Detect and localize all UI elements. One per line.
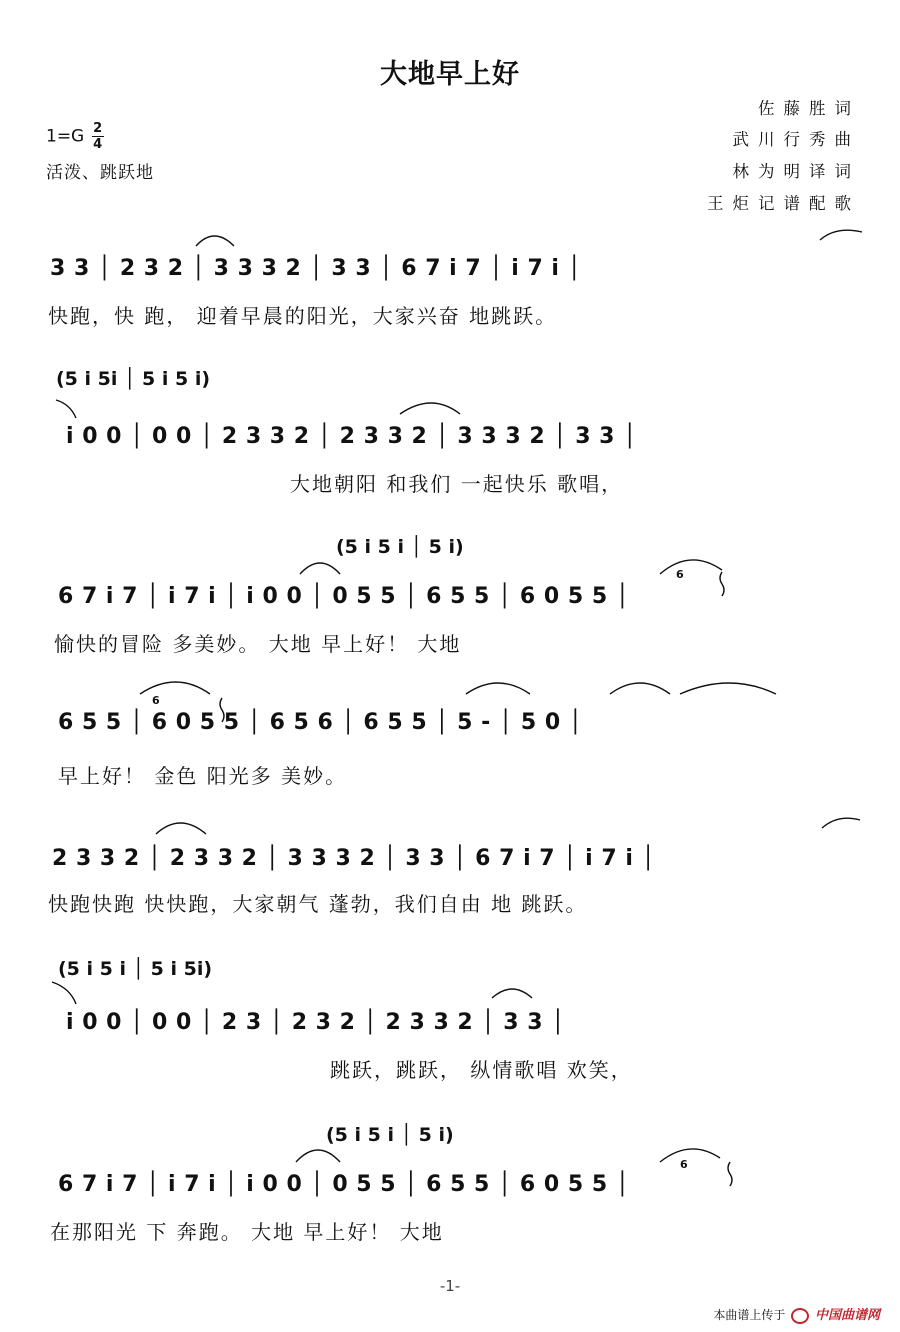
system-2-intro: (5 i 5i │ 5 i 5 i) (56, 368, 211, 390)
footer-text: 本曲谱上传于 (713, 1308, 786, 1322)
system-6-lyrics: 跳跃，跳跃， 纵情歌唱 欢笑， (330, 1058, 633, 1082)
system-2-lyrics: 大地朝阳 和我们 一起快乐 歌唱， (290, 472, 624, 496)
credit-arranger: 王炬记谱配歌 (707, 194, 860, 213)
time-denominator: 4 (93, 137, 103, 152)
system-7-intro: (5 i 5 i │ 5 i) (326, 1124, 454, 1146)
time-numerator: 2 (93, 121, 103, 136)
grace-note-3: 6 (680, 1158, 688, 1171)
system-5-lyrics: 快跑快跑 快快跑，大家朝气 蓬勃，我们自由 地 跳跃。 (48, 892, 588, 916)
system-7-lyrics: 在那阳光 下 奔跑。 大地 早上好！ 大地 (50, 1220, 444, 1244)
footer (713, 1304, 880, 1324)
grace-note-1: 6 (676, 568, 684, 581)
system-1-lyrics: 快跑，快 跑， 迎着早晨的阳光，大家兴奋 地跳跃。 (48, 304, 558, 328)
credit-translator: 林为明译词 (732, 162, 860, 181)
system-4-lyrics: 早上好！ 金色 阳光多 美妙。 (58, 764, 348, 788)
system-1-notes: 3 3 │ 2 3 2 │ 3 3 3 2 │ 3 3 │ 6 7 i 7 │ i 7 i │ (50, 256, 582, 281)
credit-composer: 武川行秀曲 (732, 130, 860, 149)
system-2-notes: i 0 0 │ 0 0 │ 2 3 3 2 │ 2 3 3 2 │ 3 3 3 2 │ 3 3 │ (66, 424, 637, 449)
tempo-marking: 活泼、跳跃地 (46, 163, 154, 183)
key-label: 1=G (46, 126, 85, 147)
credit-lyricist: 佐藤胜词 (758, 99, 860, 118)
footer-site[interactable]: 中国曲谱网 (814, 1308, 880, 1323)
system-3-notes: 6 7 i 7 │ i 7 i │ i 0 0 │ 0 5 5 │ 6 5 5 │ 6 0 5 5 │ (58, 584, 630, 609)
grace-note-2: 6 (152, 694, 160, 707)
system-6-notes: i 0 0 │ 0 0 │ 2 3 │ 2 3 2 │ 2 3 3 2 │ 3 3 │ (66, 1010, 565, 1035)
system-6-intro: (5 i 5 i │ 5 i 5i) (58, 958, 213, 980)
song-title: 大地早上好 (380, 59, 520, 90)
system-3-lyrics: 愉快的冒险 多美妙。 大地 早上好！ 大地 (54, 632, 462, 656)
page-number: -1- (439, 1277, 461, 1295)
system-7-notes: 6 7 i 7 │ i 7 i │ i 0 0 │ 0 5 5 │ 6 5 5 │ 6 0 5 5 │ (58, 1172, 630, 1197)
system-3-intro: (5 i 5 i │ 5 i) (336, 536, 464, 558)
site-logo-icon (791, 1308, 809, 1324)
system-4-notes: 6 5 5 │ 6 0 5 5 │ 6 5 6 │ 6 5 5 │ 5 - │ 5 0 │ (58, 710, 583, 735)
system-5-notes: 2 3 3 2 │ 2 3 3 2 │ 3 3 3 2 │ 3 3 │ 6 7 i 7 │ i 7 i │ (52, 846, 656, 871)
